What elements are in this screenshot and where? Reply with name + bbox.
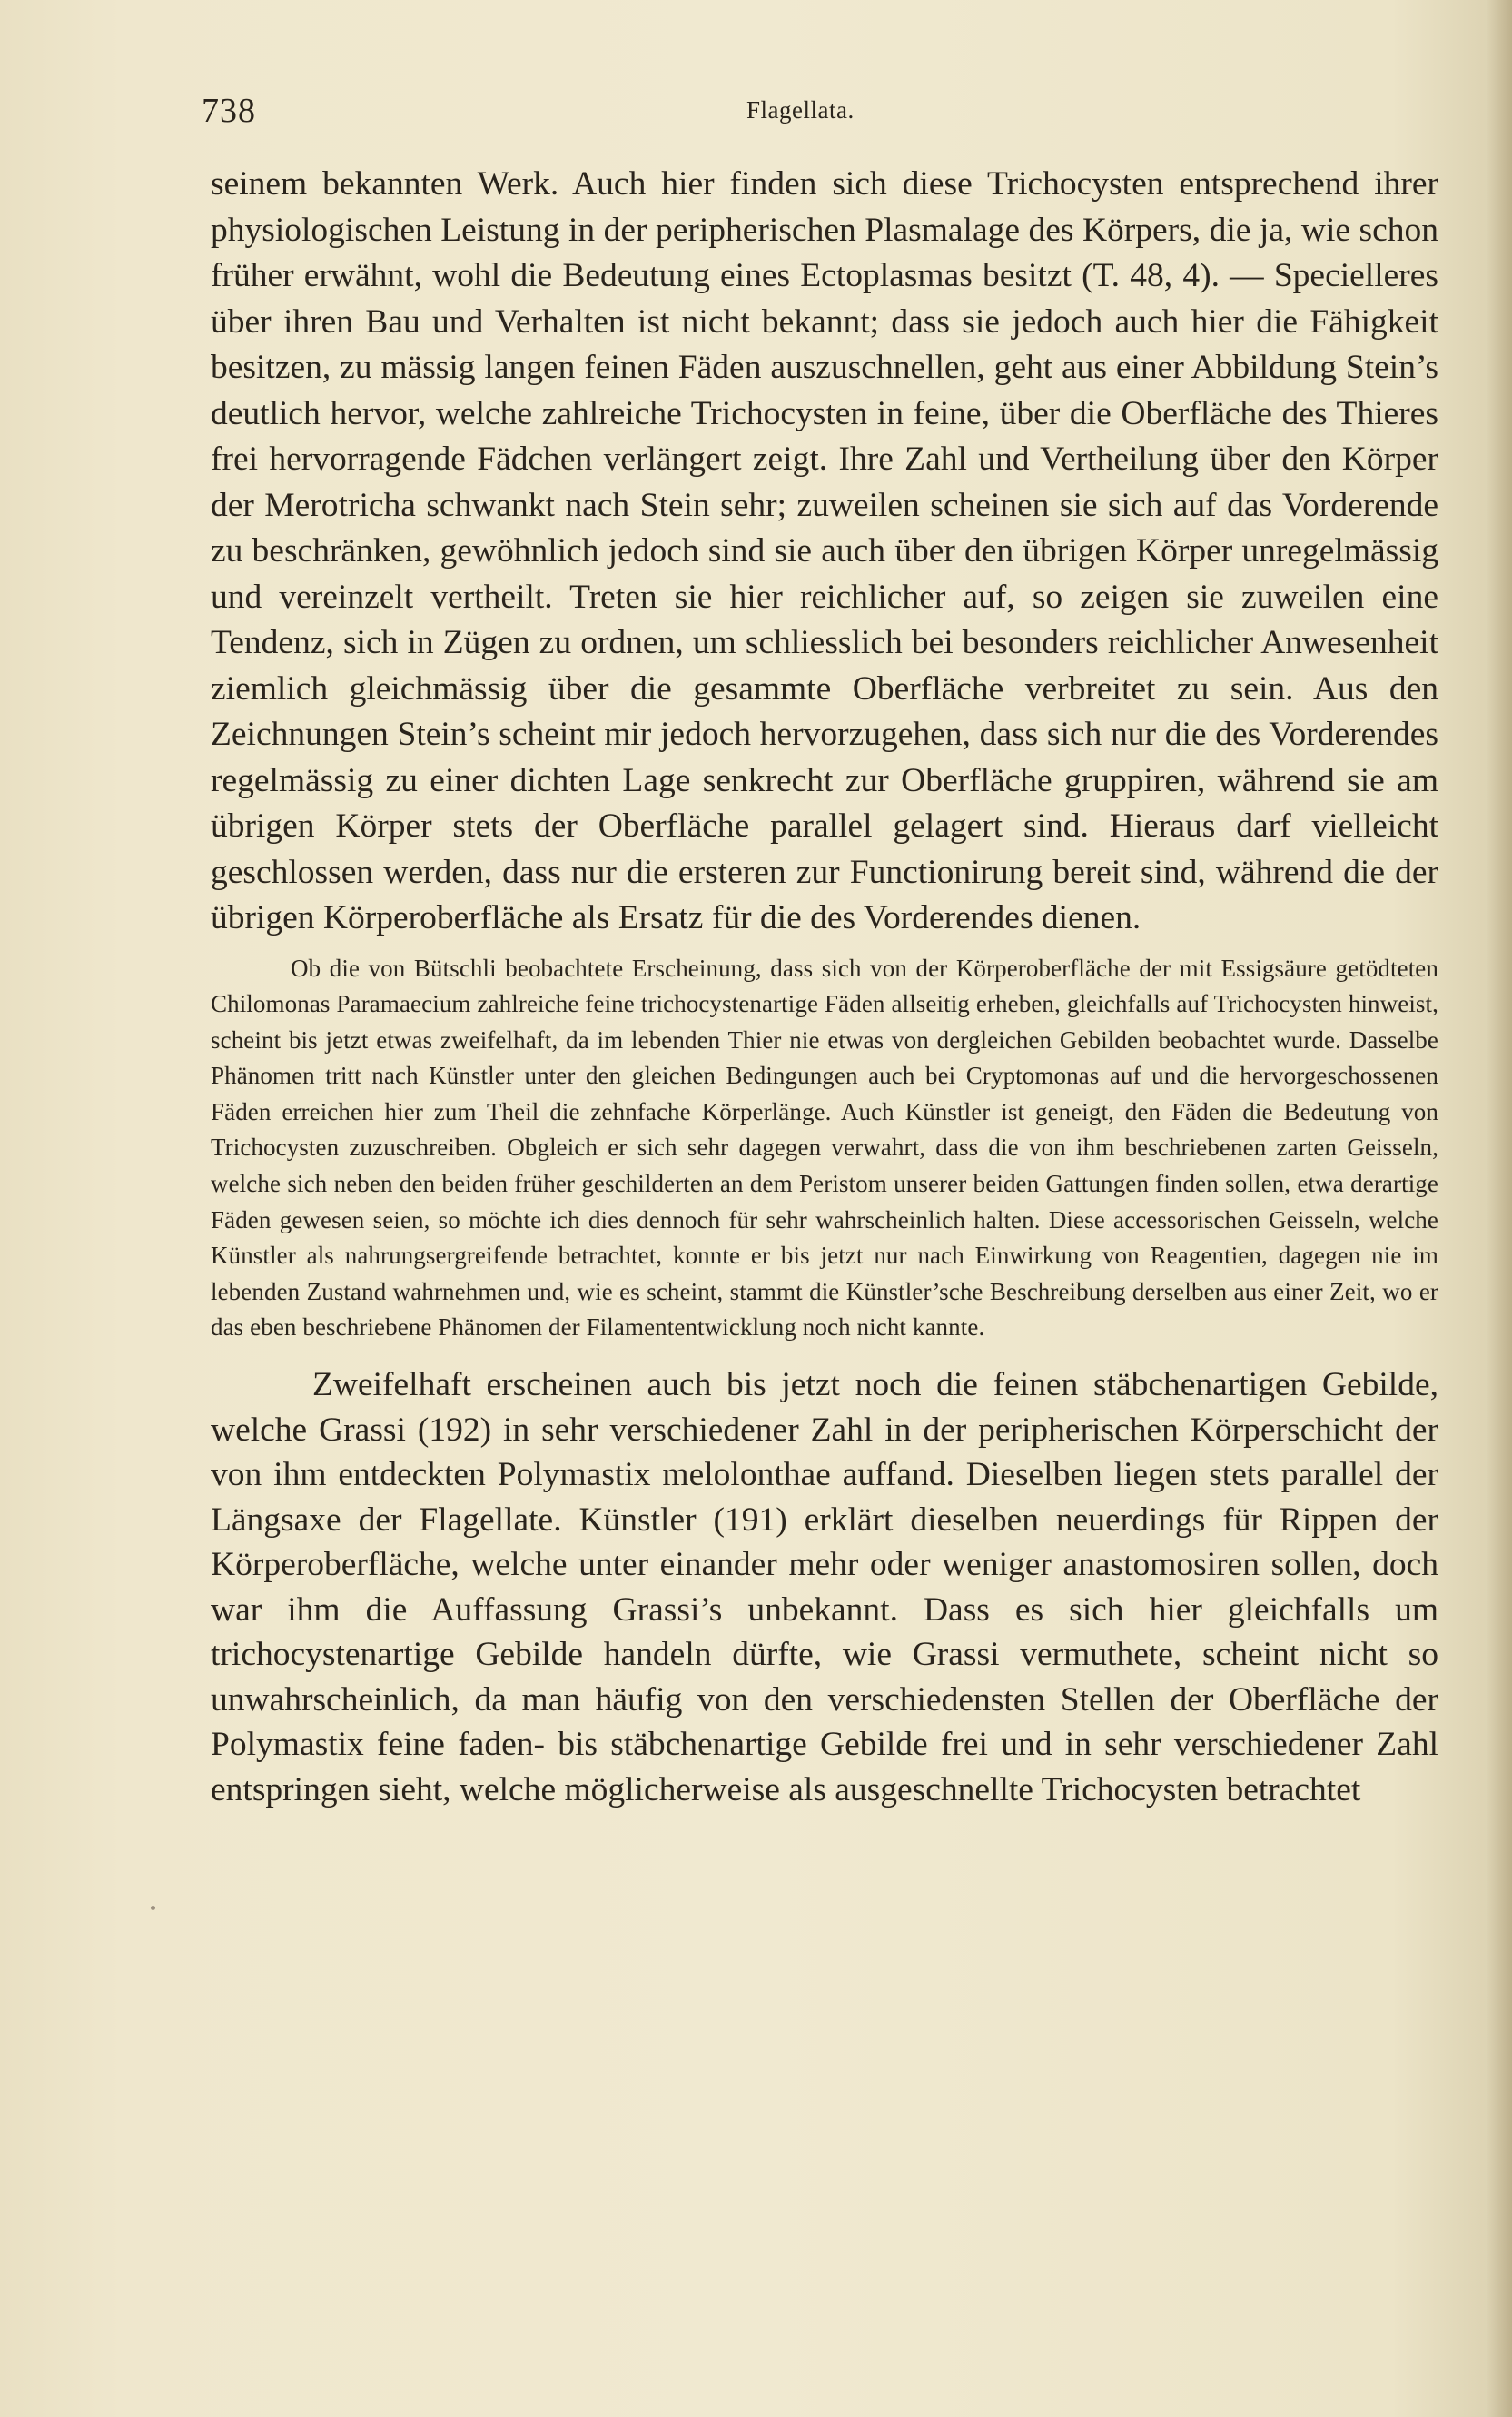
body-text xyxy=(211,162,1438,1812)
paragraph-main: seinem bekannten Werk. Auch hier finden sich diese Trichocysten entsprechend ihrer physiologischen Leistung in der peripherischen Plasmalage des Körpers, die ja, wie schon früher erwähnt, wohl die Bedeutung eines Ectoplasmas besitzt (T. 48, 4). — Specielleres über ihren Bau und Verhalten ist nicht bekannt; dass sie jedoch auch hier die Fähigkeit besitzen, zu mässig langen feinen Fäden auszuschnellen, geht aus einer Abbildung Stein’s deutlich hervor, welche zahlreiche Trichocysten in feine, über die Oberfläche des Thieres frei hervorragende Fädchen verlängert zeigt. Ihre Zahl und Vertheilung über den Körper der Merotricha schwankt nach Stein sehr; zuweilen scheinen sie sich auf das Vorderende zu beschränken, gewöhnlich jedoch sind sie auch über den übrigen Körper unregelmässig und vereinzelt vertheilt. Treten sie hier reichlicher auf, so zeigen sie zuweilen eine Tendenz, sich in Zügen zu ordnen, um schliesslich bei besonders reichlicher Anwesenheit ziemlich gleichmässig über die gesammte Oberfläche verbreitet zu sein. Aus den Zeichnungen Stein’s scheint mir jedoch hervorzugehen, dass sich nur die des Vorderendes regelmässig zu einer dichten Lage senkrecht zur Oberfläche gruppiren, während sie am übrigen Körper stets der Oberfläche parallel gelagert sind. Hieraus darf vielleicht geschlossen werden, dass nur die ersteren zur Functionirung bereit sind, während die der übrigen Körperoberfläche als Ersatz für die des Vorderendes dienen. xyxy=(211,165,1438,936)
paragraph-polymastix: Zweifelhaft erscheinen auch bis jetzt noch die feinen stäbchenartigen Gebilde, welche Grassi (192) in sehr verschiedener Zahl in der peripherischen Körperschicht der von ihm entdeckten Polymastix melolonthae auffand. Dieselben liegen stets parallel der Längsaxe der Flagellate. Künstler (191) erklärt dieselben neuerdings für Rippen der Körperoberfläche, welche unter einander mehr oder weniger anastomosiren sollen, doch war ihm die Auffassung Grassi’s unbekannt. Dass es sich hier gleichfalls um trichocystenartige Gebilde handeln dürfte, wie Grassi vermuthete, scheint nicht so unwahrscheinlich, da man häufig von den verschiedensten Stellen der Oberfläche der Polymastix feine faden- bis stäbchenartige Gebilde frei und in sehr verschiedener Zahl entspringen sieht, welche möglicherweise als ausgeschnellte Trichocysten betrachtet xyxy=(211,1366,1438,1808)
page-edge-shadow xyxy=(1487,0,1512,2417)
running-title: Flagellata. xyxy=(746,96,855,124)
paragraph-small-print: Ob die von Bütschli beobachtete Erscheinung, dass sich von der Körperoberfläche der mit Essigsäure getödteten Chilomonas Paramaecium zahlreiche feine trichocystenartige Fäden allseitig erheben, gleichfalls auf Trichocysten hinweist, scheint bis jetzt etwas zweifelhaft, da im lebenden Thier nie etwas von dergleichen Gebilden beobachtet wurde. Dasselbe Phänomen tritt nach Künstler unter den gleichen Bedingungen auch bei Cryptomonas auf und die hervorgeschossenen Fäden erreichen hier zum Theil die zehnfache Körperlänge. Auch Künstler ist geneigt, den Fäden die Bedeutung von Trichocysten zuzuschreiben. Obgleich er sich sehr dagegen verwahrt, dass die von ihm beschriebenen zarten Geisseln, welche sich neben den beiden früher geschilderten an dem Peristom unserer beiden Gattungen finden sollen, etwa derartige Fäden gewesen seien, so möchte ich dies dennoch für sehr wahrscheinlich halten. Diese accessorischen Geisseln, welche Künstler als nahrungsergreifende betrachtet, konnte er bis jetzt nur nach Einwirkung von Reagentien, dagegen nie im lebenden Zustand wahrnehmen und, wie es scheint, stammt die Künstler’sche Beschreibung derselben aus einer Zeit, wo er das eben beschriebene Phänomen der Filamententwicklung noch nicht kannte. xyxy=(211,954,1438,1342)
page-number: 738 xyxy=(202,92,256,130)
page-header xyxy=(202,91,1438,136)
paper-spot xyxy=(151,1906,155,1910)
